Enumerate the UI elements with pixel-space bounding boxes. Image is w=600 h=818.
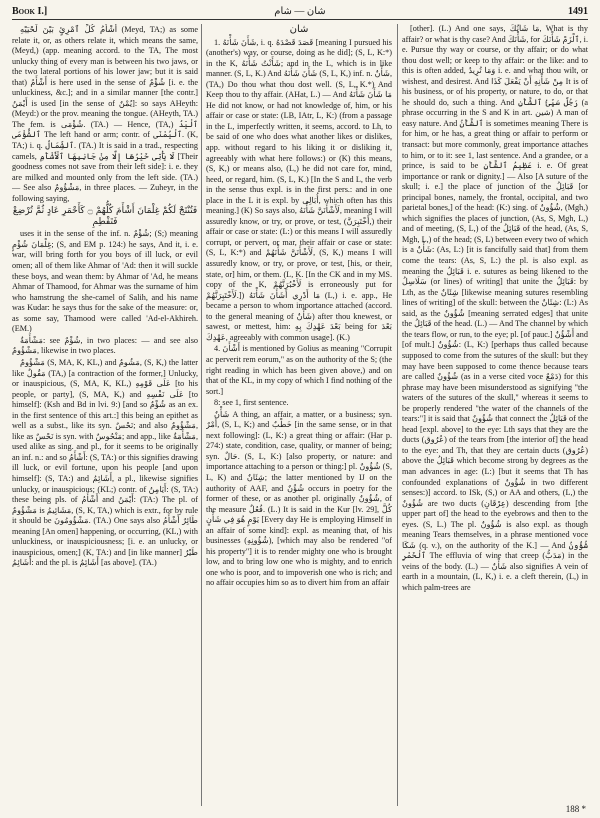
entry-text: مَشْأَمَةٌ: see شُؤْمٌ, in two places: — and see also مَشْؤُومٌ, likewise in two places. — [12, 335, 198, 356]
entry-text: 1. شَأَنَ شَأْنَهُ, i. q. قَصَدَ قَصْدَهُ [meaning I pursued his (another's) way, or course, doing as he did]; (S, L, K:*) in the K, شَأَنْتُ شَأْنَهُ; and in the L, which is in like manner. (S, L, K.) And شَأَنَ شَأْنَهُ (S, L, K,) inf. n. شَأْنٌ, (TA,) Do thou what thou dost well. (S, L, K.*) And Keep thou to thy affair. (AHat, L.) — And مَا شَأَنَ شَأْنَهُ He did not know, or had not knowledge of, him, or his affair or case or state: (LB, IAtr, L, K:) (from a passage in the L, imperfectly written, it seems, accord. to Lh, to be said of one who does what another likes or dislikes, app. without regard to his liking it or disliking it, agreeably with what here follows:) or (K) this means, (S, K,) or means also, (L,) he did not care for, mind, heed, or regard, him. (S, L, K.) [In the S and L, the verb in the sense thus expl. is in the first pers.: and in one place in the L it is expl. by أُبَالِى, which often has this meaning.] (K) So says also, لَأَشْأَنَنَّ شَأْنَهُ, meaning I will assuredly know, or try, or prove, or test, (أَخْتَبِرَنَّ,) their affair or case or state: (L:) or this means I will assuredly corrupt, or pervert, or mar, their affair or case or state: (S, L, K:*) and لَأَشْأَنَنَّ شَأْنَهُمْ, (S, K,) means I will assuredly know, or try, or prove, or test, [his, or their, state, or] him, or them. (L, K. [In the CK and in my MS. copy of the K, لَأَخْبُرَنَّهُمْ is erroneously put for لَأَخْتَبِرَنَّهُمْ.]) مَا أَدْرِي أَشَأَنَ شَأْنَهُ (L,) i. e. app., He became a person to whom importance attached (accord. to the general meaning of شَأْنٌ) after thou knewest, or sawest, or mettest, him: بَعْدَ عَهْدِكَ بِهِ being for بَعْدَ عَهْدِكَ, agreeably with common usage]. (K.) — [206, 37, 392, 342]
entry-paragraph — [12, 336, 198, 357]
page-number: 1491 — [568, 6, 588, 17]
page-header — [12, 4, 588, 20]
verse-quote: فَتُنْتَجْ لَكُمْ غِلْمَانَ أَشْأَمَ كُلُّهُمْ ۝ كَأَحْمَرِ عَادٍ ثُمَّ تُرْضِعْ فَتَفْطِمِ — [12, 206, 198, 227]
entry-text: 4. أَشْأَنَ is mentioned by Golius as meaning "Corrupit ac perverit rem eorum," as on the authority of the S; (the right reading in which has been given above,) and on that of the KL, in my copy of which I find nothing of the sort.] — [206, 344, 392, 396]
running-headword: شان — شام — [274, 6, 326, 17]
entry-paragraph — [12, 358, 198, 569]
entry-paragraph — [206, 38, 392, 344]
header-rule — [12, 19, 588, 20]
column-right — [402, 24, 588, 806]
entry-text: مَشْؤُومٌ (S, MA, K, KL,) and مَشُومٌ, (S, K,) the latter like مَقُولٌ (TA,) [a contraction of the former,] Unlucky, or inauspicious, (S, MA, K, KL,) عَلَى قَوْمِهِ [to his people, or party], (S, MA, K,) and عَلَى نَفْسِهِ [to himself]: (Ksh and Bd in lvi. 9:) [and so شُؤْمٌ as an ex. in the first sentence of this art.:] this being an epithet as well as a subst., like its syn. نَحْسٌ; and also مَشْؤُومٌ, like as نَحْسٌ is syn. with مَنْحُوسٌ; and app., like مَشْأَمَةٌ, used alike as sing. and pl., for it seems to be originally an inf. n.: and so أَشْأَمُ: (S, TA:) or this signifies drawing ill luck, or evil fortune, upon his people [and upon himself]: (S, TA:) and أَشَائِمُ, a pl., likewise signifies unlucky, or inauspicious; (KL;) contr. of أَيَامِنُ: (S, TA:) these being pls. of أَشْأَمُ and أَيْمَنُ: (TA:) The pl. of مَشْؤُومٌ is مَشَائِيمُ, (S, K, TA,) which is extr., for by rule it should be مَشْؤُومُونَ. (TA.) One says also طَائِرٌ أَشْأَمُ meaning [An omen] happening, or occurring, (KL,) with unluckiness, or inauspiciousness; [i. e. an unlucky, or inauspicious, omen;] (K, TA:) and [in like manner] طَيْرٌ أَشَائِمُ: and the pl. is أَشَائِمُ [as above]. (TA.) — [12, 357, 198, 568]
column-divider — [397, 24, 398, 806]
entry-text: شَأْنٌ A thing, an affair, a matter, or a business; syn. أَمْرٌ, (S, L, K;) and خَطْبٌ [in the same sense, or in that next following]: (L, K:) a great thing or affair: (Har p. 274:) state, condition, case, quality, or manner of being; syn. حَالٌ. (S, L, K:) [also property, or nature: and importance attaching to a person or thing:] pl. شُؤُونٌ (S, L, K) and شِئَانٌ; the latter mentioned by IJ on the authority of AAF, and شُؤُنٌ occurs in poetry for the former of these, or as another pl. originally شُؤُونٌ, of the measure فُعُلٌ. (L.) It is said in the Kur [lv. 29], كُلَّ يَوْمٍ هُوَ فِي شَأْنٍ [Every day He is employing Himself in an affair of some kind]: expl. as meaning that, of his businesses (شُؤُونِهِ), [which may also be rendered "of his property"] it is to render mighty one who is brought low, and to bring low one who is mighty, and to enrich one who is poor, and to impoverish one who is rich; and no affair occupies him so as to divert him from an affair — [206, 409, 392, 588]
entry-paragraph — [12, 229, 198, 334]
entry-paragraph — [402, 24, 588, 594]
entry-text: 8: see 1, first sentence. — [214, 398, 289, 408]
entry-paragraph — [12, 24, 198, 204]
column-left — [12, 24, 198, 806]
signature-mark: 188 * — [565, 804, 586, 814]
column-middle — [206, 24, 392, 806]
entry-paragraph — [206, 410, 392, 589]
column-divider — [201, 24, 202, 806]
entry-heading: شان — [289, 24, 309, 35]
entry-text: [other]. (L.) And one says, مَا شَأْنُكَ, What is thy affair? or what is thy case? And شَأْنَكَ, for ٱلْزَمْ شَأْنَكَ, i. e. Pursue thy way or course, or thy affair; or do what thou dost well; or keep to thy affair: or the like: and to this is often added, وَمَا تُرِيدُ i. e. and what thou wilt, or wishest, and desirest. And مِنْ شَأْنِهِ أَنْ يَفْعَلَ كَذَا It is of his business, or of his property, or nature, to do, or that he should do, such a thing. And رَجُلٌ سَيِّئُ ٱلشَّأْنِ (a phrase occurring in the S and K in art. شين) A man of easy nature. And ٱلشَّأْنُ is sometimes meaning There is for him, or he has, a great thing or affair to perform or transact: but more commonly, great importance attaches to him, or to it: see 1, last sentence. And a grandee, or a prince, is said to be عَظِيمُ ٱلشَّأْنِ i. e. Of great importance or rank or dignity.] — Also [A suture of the skull; i. e.] the place of junction of the قَبَائِلُ [or principal bones, namely, the frontal, occipital, and two parietal bones,] of the head: (K:) sing. of شُؤُونٌ, (Mgh,) which signifies the places of junction, (As, S, Mgh, L,) and of meeting, (S, L,) of the قَبَائِلُ of the head, (As, S, Mgh, L,) of the head; (S, L) between every two of which is a شَأْنٌ: (As, L:) [it is fancifully said that] from them come the tears: (As, S, L:) the pl. is also expl. as meaning the قَبَائِلُ i. e. sutures as being likened to the سَلَاسِلُ (or lines) of writing] that unite the قَبَائِلُ: by Lth, as the شِئَانٌ [likewise meaning sutures resembling lines of writing] of the skull: between the شِئَانٌ: (L:) As said, as the شُؤُونٌ [meaning serrated edges] that unite the قَبَائِلُ of the head. (L.) — And The channel by which the tears flow, or run, to the eye; pl. [of pauc.] أَشْؤُنٌ and [of mult.] شُؤُونٌ: (L, K:) [perhaps thus called because supposed to come from the sutures of the skull: but they may have been supposed to come thence because tears are called شُؤُونٌ (as in a verse cited voce دَمْعٌ) for this phrase may have been misunderstood as signifying "the waters of the sutures of the skull," whereas it seems to be properly rendered "the water of the channels of the tears:"] it is said that شُؤُونٌ that connect the قَبَائِلُ of the head [expl. above] to the eye: Lth says that they are the ducts (عُرُوق) of the tears from [the interior of] the head to the eye: and Th, that they are certain ducts (عُرُوق) above the قَبَائِلُ which become strong by degrees as the man advances in age: (L:) [but it seems that Th has confounded explanations of شُؤُونٌ in two different senses:)] accord. to ISk, (S,) or AA and others, (L,) the شُؤُونٌ are two ducts (عِرْقَانِ) descending from [the upper part of] the head to the eyebrows and then to the eyes. (S, L.) The pl. شُؤُونٌ is also expl. as though meaning Tears themselves, in a phrase mentioned voce شَكَا (q. v.), on the authority of the K.] — And شُؤُونُ ٱلْخَمْرِ The effluvia of wine that creep (مَدَبُّ) in the veins of the body. (L.) — شَأْنٌ also signifies A vein of earth in a mountain, (L, K,) i. e. a cleft therein, (L,) in which palm-trees are — [402, 24, 588, 592]
entry-text: (Meyd, TA;) as some relate it, or, as others relate it, which means the same, (Meyd,) (app. meaning accord. to the TA, The most unlucky thing of every man is between his two jaws, or the two lateral portions of his lower jaw; but it is said that) أَشْأَمُ is here used in the sense of شُؤْمٌ [i. e. the unluckiness, &c.]; and in a similar manner [the contr.] أَيْمَنُ is used [in the sense of يُمْنٌ]: so says AHeyth: (Meyd:) or the prov. meaning the tongue. (AHeyth, TA.) The fem. is شُؤْمَى. (TA.) — Hence, (TA,) ٱلْيَدُ ٱلشُّؤْمَى The left hand or arm; contr. of ٱلْيُمْنَى. (K, TA;) i. q. ٱلشِّمَالُ. (TA.) It is said in a trad., respecting camels, لَا يَأْتِى خَيْرُهَا إِلَّا مِنْ جَانِبِهَا ٱلْأَشْأَمِ [Their goodness comes not save from their left side]: i. e. they are milked and mounted only from the left side. (TA.) — See also مَشْؤُومٌ, in three places. — Zuheyr, in the following saying, — [12, 25, 198, 203]
entry-text: uses it in the sense of the inf. n. شُؤْمٌ; (S;) meaning غِلْمَانَ شُؤْمٍ; (S, and EM p. 124:) he says, And it, i. e. war, will bring forth for you boys of ill luck, or evil omen; all of them like Ahmar of 'Ad: then it will suckle these boys, and wean them: by Ahmar of 'Ad, he means Ahmar of Thamood, for Ahmar was the surname of him who hamstrung the she-camel of Salih, and his name was Kudar: he says thus for the sake of the measure: or, as some say, Thamood were called 'Ad-el-Akhireh. (EM.) — [12, 229, 198, 334]
book-label: Book I.] — [12, 6, 48, 17]
entry-paragraph — [206, 344, 392, 397]
entry-paragraph — [206, 398, 392, 409]
arabic-lemma: أَشْأَمُ كُلِّ ٱمْرِئٍ بَيْنَ لَحْيَيْهِ — [20, 24, 118, 34]
